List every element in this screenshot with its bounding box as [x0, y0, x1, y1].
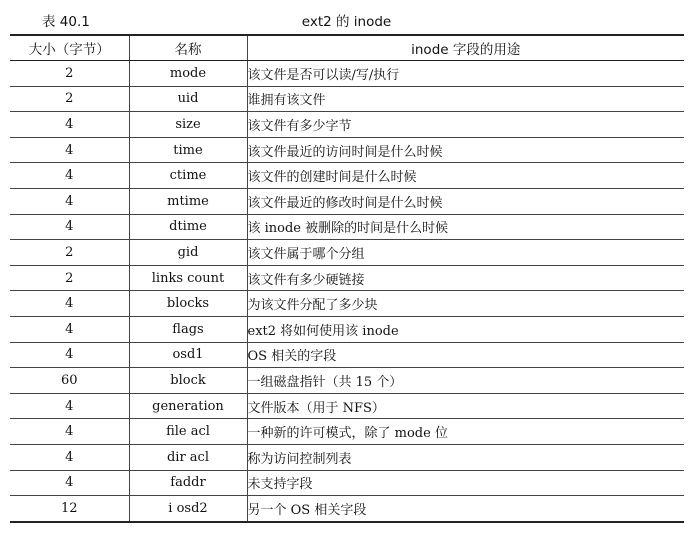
table-row [10, 342, 684, 368]
cell-purpose: 该文件有多少字节 [247, 112, 684, 138]
cell-name: gid [129, 240, 247, 266]
cell-name: osd1 [129, 342, 247, 368]
header-size: 大小（字节） [10, 35, 129, 61]
header-purpose: inode 字段的用途 [247, 35, 684, 61]
cell-name: flags [129, 316, 247, 342]
cell-size: 2 [10, 86, 129, 112]
cell-purpose: 谁拥有该文件 [247, 86, 684, 112]
cell-purpose: OS 相关的字段 [247, 342, 684, 368]
cell-name: block [129, 368, 247, 394]
cell-name: dir acl [129, 444, 247, 470]
cell-size: 4 [10, 163, 129, 189]
cell-name: file acl [129, 419, 247, 445]
cell-size: 4 [10, 393, 129, 419]
cell-name: ctime [129, 163, 247, 189]
cell-size: 4 [10, 291, 129, 317]
cell-size: 60 [10, 368, 129, 394]
cell-name: mtime [129, 188, 247, 214]
cell-purpose: 该 inode 被删除的时间是什么时候 [247, 214, 684, 240]
cell-name: mode [129, 61, 247, 87]
table-row [10, 291, 684, 317]
cell-purpose: 一组磁盘指针（共 15 个） [247, 368, 684, 394]
cell-purpose: ext2 将如何使用该 inode [247, 316, 684, 342]
cell-size: 4 [10, 112, 129, 138]
cell-size: 12 [10, 496, 129, 522]
cell-purpose: 该文件有多少硬链接 [247, 265, 684, 291]
table-row [10, 444, 684, 470]
table-row [10, 470, 684, 496]
table-row [10, 137, 684, 163]
table-row [10, 316, 684, 342]
cell-size: 4 [10, 470, 129, 496]
table-title: ext2 的 inode [301, 14, 392, 30]
table-row [10, 265, 684, 291]
cell-purpose: 该文件最近的访问时间是什么时候 [247, 137, 684, 163]
table-row [10, 496, 684, 522]
cell-name: i osd2 [129, 496, 247, 522]
table-row [10, 61, 684, 87]
cell-purpose: 该文件是否可以读/写/执行 [247, 61, 684, 87]
cell-purpose: 为该文件分配了多少块 [247, 291, 684, 317]
cell-purpose: 该文件的创建时间是什么时候 [247, 163, 684, 189]
cell-size: 4 [10, 188, 129, 214]
inode-table [10, 34, 684, 523]
cell-name: generation [129, 393, 247, 419]
cell-size: 4 [10, 316, 129, 342]
cell-purpose: 该文件最近的修改时间是什么时候 [247, 188, 684, 214]
table-row [10, 240, 684, 266]
cell-size: 4 [10, 444, 129, 470]
cell-purpose: 称为访问控制列表 [247, 444, 684, 470]
cell-name: faddr [129, 470, 247, 496]
table-row [10, 112, 684, 138]
cell-size: 2 [10, 61, 129, 87]
cell-purpose: 该文件属于哪个分组 [247, 240, 684, 266]
table-row [10, 368, 684, 394]
cell-name: dtime [129, 214, 247, 240]
table-row [10, 86, 684, 112]
table-caption [0, 8, 693, 30]
cell-name: time [129, 137, 247, 163]
table-row [10, 163, 684, 189]
cell-name: size [129, 112, 247, 138]
table-number: 表 40.1 [42, 14, 90, 30]
cell-size: 2 [10, 265, 129, 291]
cell-purpose: 未支持字段 [247, 470, 684, 496]
cell-size: 2 [10, 240, 129, 266]
header-name: 名称 [129, 35, 247, 61]
cell-purpose: 一种新的许可模式，除了 mode 位 [247, 419, 684, 445]
table-row [10, 393, 684, 419]
table-row [10, 214, 684, 240]
header-row [10, 35, 684, 61]
cell-name: links count [129, 265, 247, 291]
cell-name: blocks [129, 291, 247, 317]
cell-purpose: 文件版本（用于 NFS） [247, 393, 684, 419]
table-row [10, 188, 684, 214]
cell-size: 4 [10, 342, 129, 368]
cell-size: 4 [10, 137, 129, 163]
cell-name: uid [129, 86, 247, 112]
cell-size: 4 [10, 419, 129, 445]
table-row [10, 419, 684, 445]
cell-purpose: 另一个 OS 相关字段 [247, 496, 684, 522]
cell-size: 4 [10, 214, 129, 240]
